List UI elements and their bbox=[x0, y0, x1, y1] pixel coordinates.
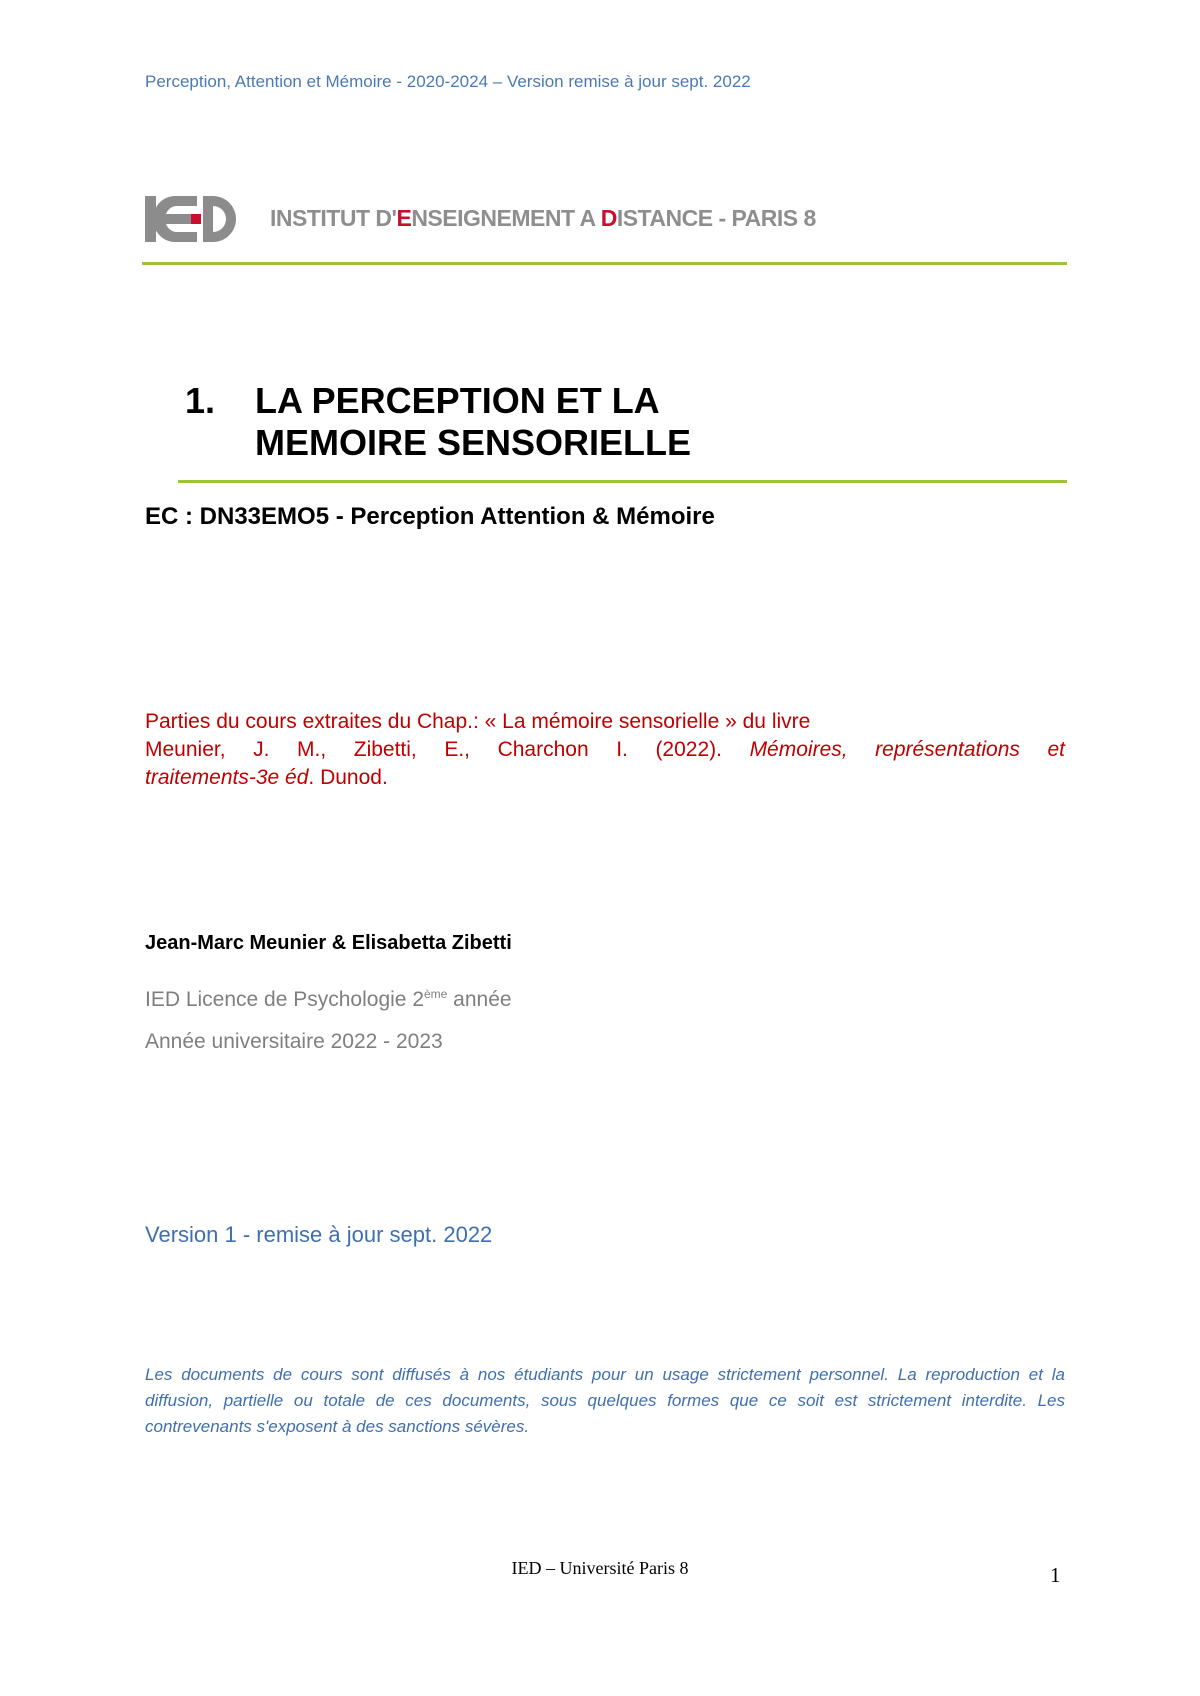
chapter-title-line-1: LA PERCEPTION ET LA bbox=[255, 380, 660, 421]
source-intro: Parties du cours extraites du Chap.: « La mémoire sensorielle » du livre bbox=[145, 710, 811, 733]
chapter-number: 1. bbox=[185, 380, 216, 421]
copyright-notice: Les documents de cours sont diffusés à nos étudiants pour un usage strictement personnel. La reproduction et la diffusion, partielle ou totale de ces documents, sous quelques formes que ce soit est strictement interdite. Les contrevenants s'exposent à des sanctions sévères. bbox=[145, 1365, 1065, 1436]
authors: Jean-Marc Meunier & Elisabetta Zibetti bbox=[145, 932, 512, 954]
ied-logo bbox=[145, 194, 237, 244]
institute-name: INSTITUT D'ENSEIGNEMENT A DISTANCE - PARIS 8 bbox=[270, 205, 816, 231]
page-footer: IED – Université Paris 8 bbox=[511, 1558, 689, 1578]
source-citation-line: Meunier, J. M., Zibetti, E., Charchon I. (2022). Mémoires, représentations et bbox=[145, 738, 1065, 761]
title-divider bbox=[178, 480, 1067, 483]
header-divider bbox=[142, 262, 1067, 265]
source-reference bbox=[145, 708, 1065, 792]
source-citation-line-2: traitements-3e éd. Dunod. bbox=[145, 766, 388, 789]
chapter-title bbox=[185, 380, 691, 464]
course-code: EC : DN33EMO5 - Perception Attention & Mémoire bbox=[145, 503, 715, 530]
version-label: Version 1 - remise à jour sept. 2022 bbox=[145, 1222, 493, 1247]
chapter-title-line-2: MEMOIRE SENSORIELLE bbox=[255, 422, 692, 463]
program-level: IED Licence de Psychologie 2ème année bbox=[145, 987, 512, 1011]
page-number: 1 bbox=[1050, 1563, 1061, 1587]
academic-year: Année universitaire 2022 - 2023 bbox=[145, 1030, 443, 1053]
running-header: Perception, Attention et Mémoire - 2020-2024 – Version remise à jour sept. 2022 bbox=[145, 72, 751, 91]
